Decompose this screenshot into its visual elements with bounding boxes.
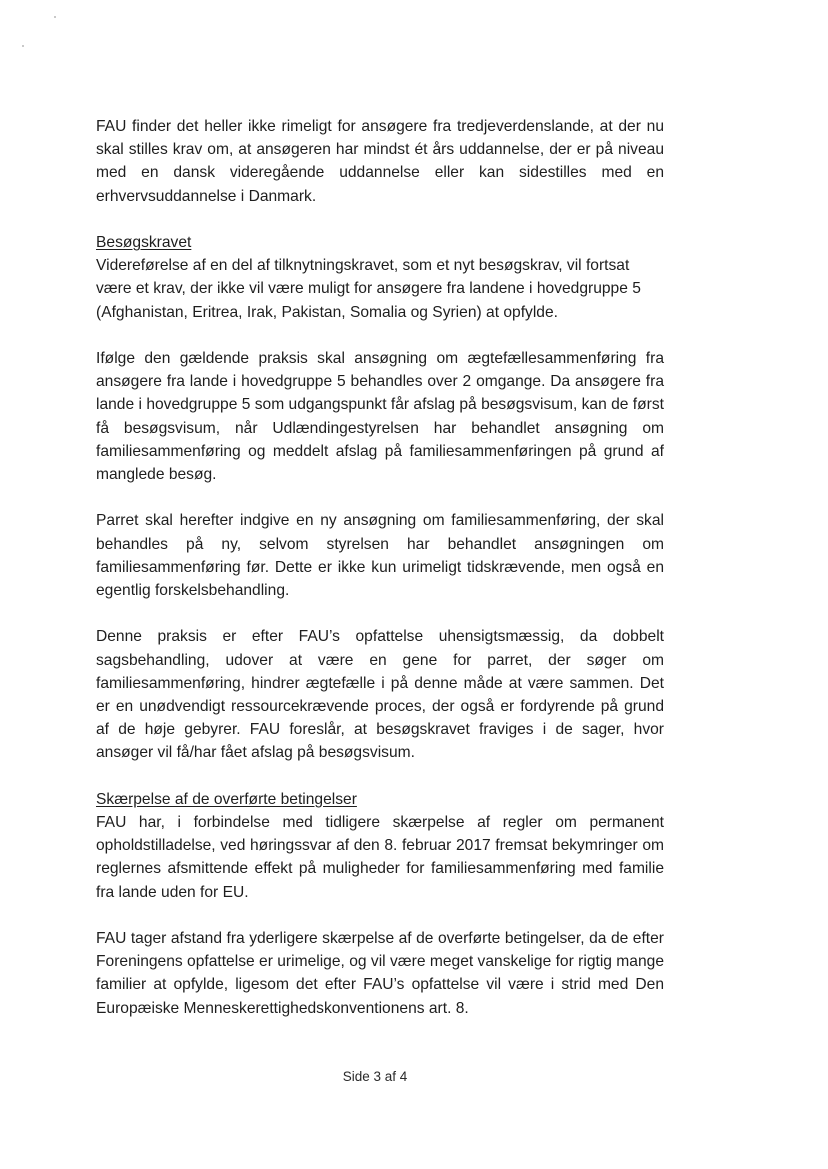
paragraph-current-practice: Ifølge den gældende praksis skal ansøgning om ægtefællesammenføring fra ansøgere fra lande i hovedgruppe 5 behandles over 2 omgange. Da ansøgere fra lande i hovedgruppe 5 som udgangspunkt får afslag på besøgsvisum, kan de først få besøgsvisum, når Udlændingestyrelsen har behandlet ansøgning om familiesammenføring og meddelt afslag på familiesammenføringen på grund af manglede besøg.	[96, 350, 664, 484]
section-skaerpelse	[96, 788, 664, 904]
section-besoegskravet	[96, 231, 664, 324]
scan-speck	[54, 16, 56, 18]
paragraph-distance-statement: FAU tager afstand fra yderligere skærpelse af de overførte betingelser, da de efter Foreningens opfattelse er urimelige, og vil være meget vanskelige for rigtig mange familier at opfylde, ligesom det efter FAU’s opfattelse vil være i strid med Den Europæiske Menneskerettighedskonventionens art. 8.	[96, 930, 664, 1017]
paragraph-permanent-residence: FAU har, i forbindelse med tidligere skærpelse af regler om permanent opholdstilladelse, ved høringssvar af den 8. februar 2017 fremsat bekymringer om reglernes afsmittende effekt på muligheder for familiesammenføring med familie fra lande uden for EU.	[96, 814, 664, 901]
page-number: Side 3 af 4	[342, 1069, 408, 1084]
document-body	[96, 115, 664, 1020]
paragraph-fau-opinion: Denne praksis er efter FAU’s opfattelse uhensigtsmæssig, da dobbelt sagsbehandling, udover at være en gene for parret, der søger om familiesammenføring, hindrer ægtefælle i på denne måde at være sammen. Det er en unødvendigt ressourcekrævende proces, der også er fordyrende på grund af de høje gebyrer. FAU foreslår, at besøgskravet fraviges i de sager, hvor ansøger vil få/har fået afslag på besøgsvisum.	[96, 628, 664, 762]
paragraph-education-requirement: FAU finder det heller ikke rimeligt for ansøgere fra tredjeverdenslande, at der nu skal stilles krav om, at ansøgeren har mindst ét års uddannelse, der er på niveau med en dansk videregående uddannelse eller kan sidestilles med en erhvervsuddannelse i Danmark.	[96, 118, 664, 205]
paragraph-visit-requirement: Videreførelse af en del af tilknytningskravet, som et nyt besøgskrav, vil fortsat være et krav, der ikke vil være muligt for ansøgere fra landene i hovedgruppe 5 (Afghanistan, Eritrea, Irak, Pakistan, Somalia og Syrien) at opfylde.	[96, 257, 641, 321]
paragraph-new-application: Parret skal herefter indgive en ny ansøgning om familiesammenføring, der skal behandles på ny, selvom styrelsen har behandlet ansøgningen om familiesammenføring før. Dette er ikke kun urimeligt tidskrævende, men også en egentlig forskelsbehandling.	[96, 512, 664, 600]
section-heading-skaerpelse: Skærpelse af de overførte betingelser	[96, 790, 357, 808]
section-heading-besoegskravet: Besøgskravet	[96, 234, 192, 251]
scan-speck	[22, 45, 24, 47]
